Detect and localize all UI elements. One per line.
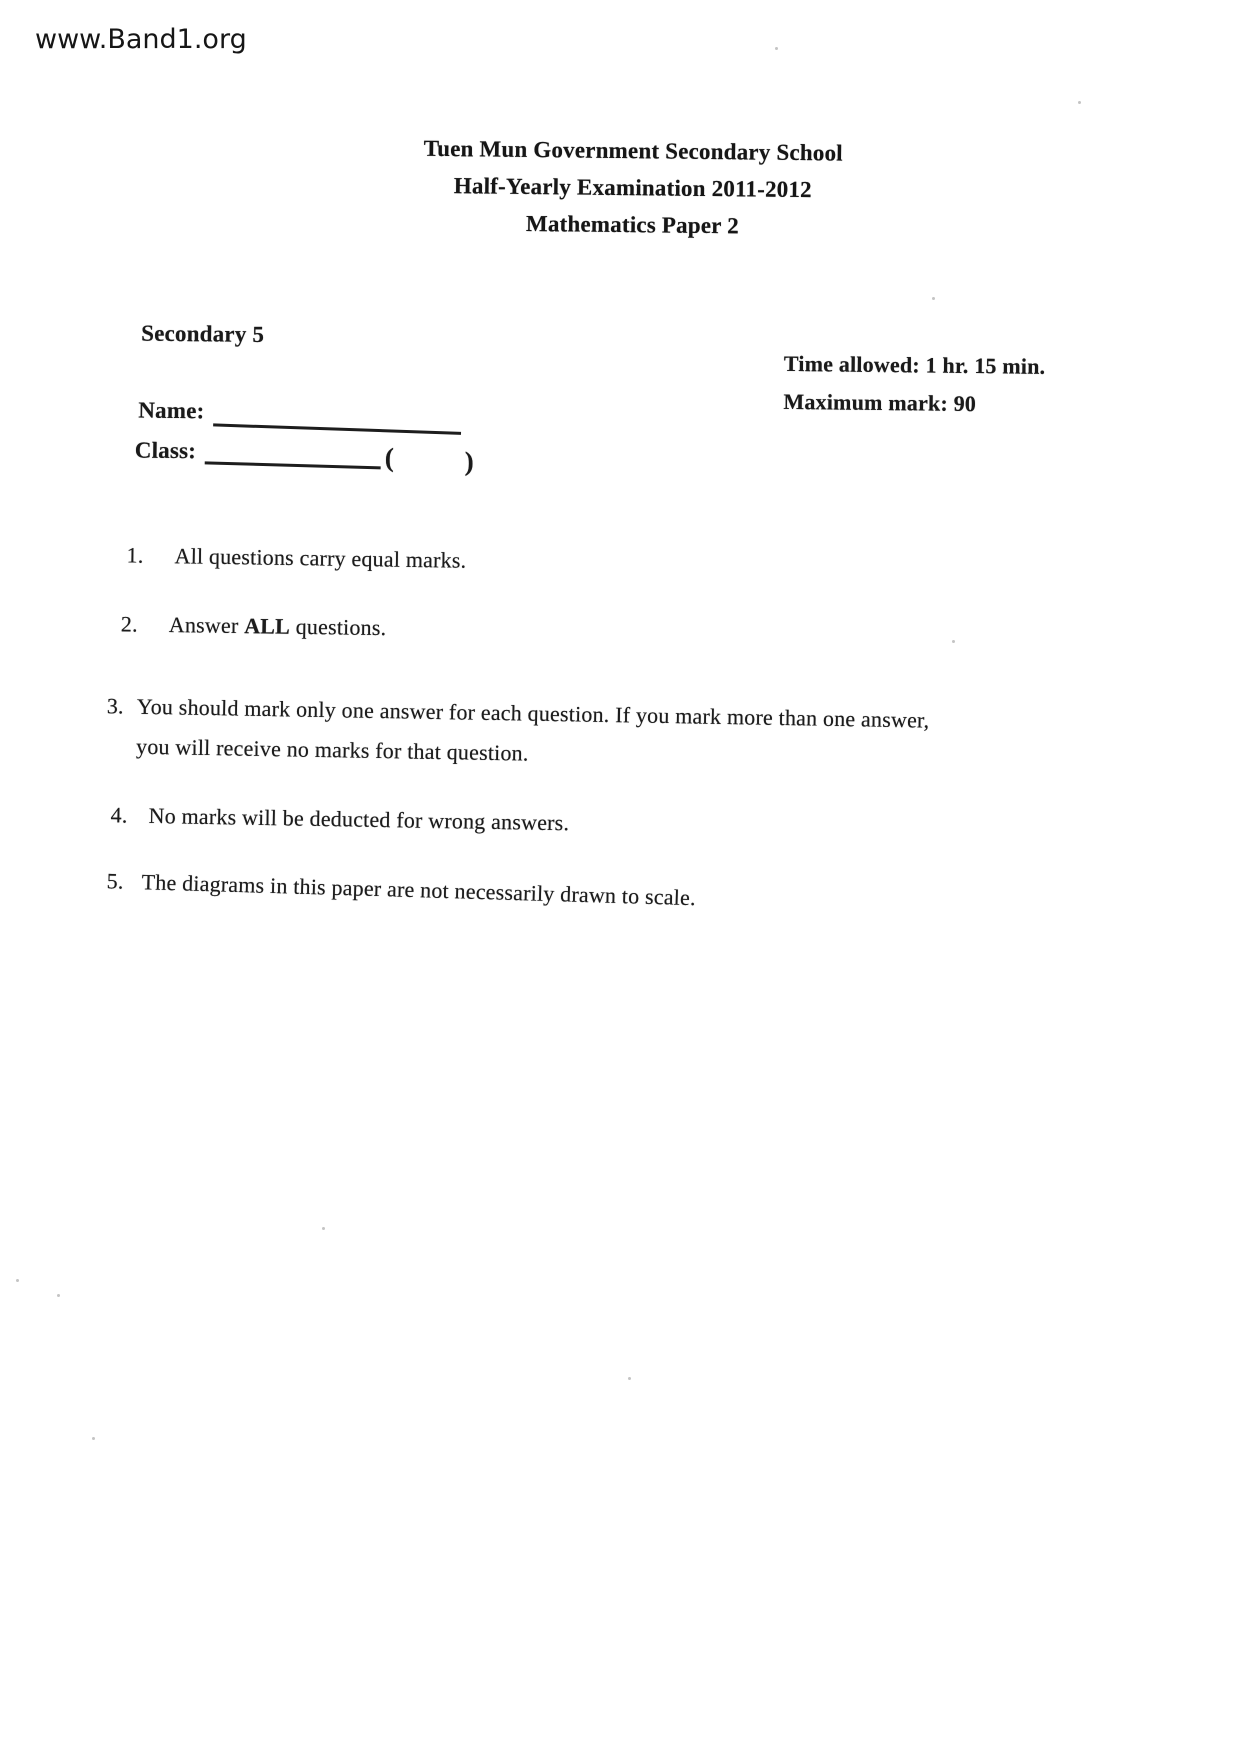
instruction-number: 2.	[120, 611, 138, 637]
scan-speckle	[1078, 101, 1081, 104]
scan-speckle	[932, 297, 935, 300]
class-number-paren-open: (	[384, 442, 395, 473]
maximum-mark-label: Maximum mark: 90	[783, 388, 977, 417]
class-number-paren-close: )	[464, 446, 475, 477]
instruction-number: 4.	[110, 802, 128, 828]
instruction-text	[169, 610, 387, 643]
name-blank-line	[213, 423, 461, 434]
instruction-text-line: you will receive no marks for that question.	[135, 733, 529, 766]
instruction-text: All questions carry equal marks.	[174, 543, 467, 573]
instruction-item-4	[110, 800, 569, 838]
instruction-text	[136, 687, 930, 781]
exam-title: Half-Yearly Examination 2011-2012	[453, 173, 812, 203]
instruction-item-5	[106, 866, 696, 913]
paper-title: Mathematics Paper 2	[525, 210, 740, 239]
class-blank-line	[205, 461, 381, 469]
instruction-number: 5.	[106, 868, 124, 894]
instruction-text-line: You should mark only one answer for each question. If you mark more than one answer,	[136, 693, 930, 733]
instruction-number: 3.	[106, 693, 124, 719]
class-label: Class:	[134, 437, 197, 464]
scan-speckle	[952, 640, 955, 643]
scan-speckle	[16, 1279, 19, 1282]
scan-speckle	[92, 1437, 95, 1440]
level-label: Secondary 5	[141, 320, 265, 347]
instruction-item-3	[106, 686, 930, 780]
instruction-text-part: questions.	[289, 613, 387, 641]
instruction-text: No marks will be deducted for wrong answers.	[148, 802, 570, 836]
instruction-number: 1.	[126, 542, 144, 568]
scan-speckle	[775, 47, 778, 50]
instruction-item-1	[126, 540, 466, 575]
instruction-item-2	[121, 609, 387, 643]
watermark-url: www.Band1.org	[35, 24, 247, 55]
exam-header	[27, 125, 1238, 250]
scan-speckle	[628, 1377, 631, 1380]
instruction-text: The diagrams in this paper are not necessarily drawn to scale.	[141, 869, 697, 911]
scan-speckle	[322, 1227, 325, 1230]
scan-speckle	[57, 1294, 60, 1297]
school-name: Tuen Mun Government Secondary School	[423, 135, 843, 166]
instruction-text-part: Answer	[168, 612, 245, 639]
time-allowed-label: Time allowed: 1 hr. 15 min.	[783, 350, 1046, 379]
name-label: Name:	[138, 397, 205, 424]
instruction-text-bold: ALL	[243, 613, 291, 639]
